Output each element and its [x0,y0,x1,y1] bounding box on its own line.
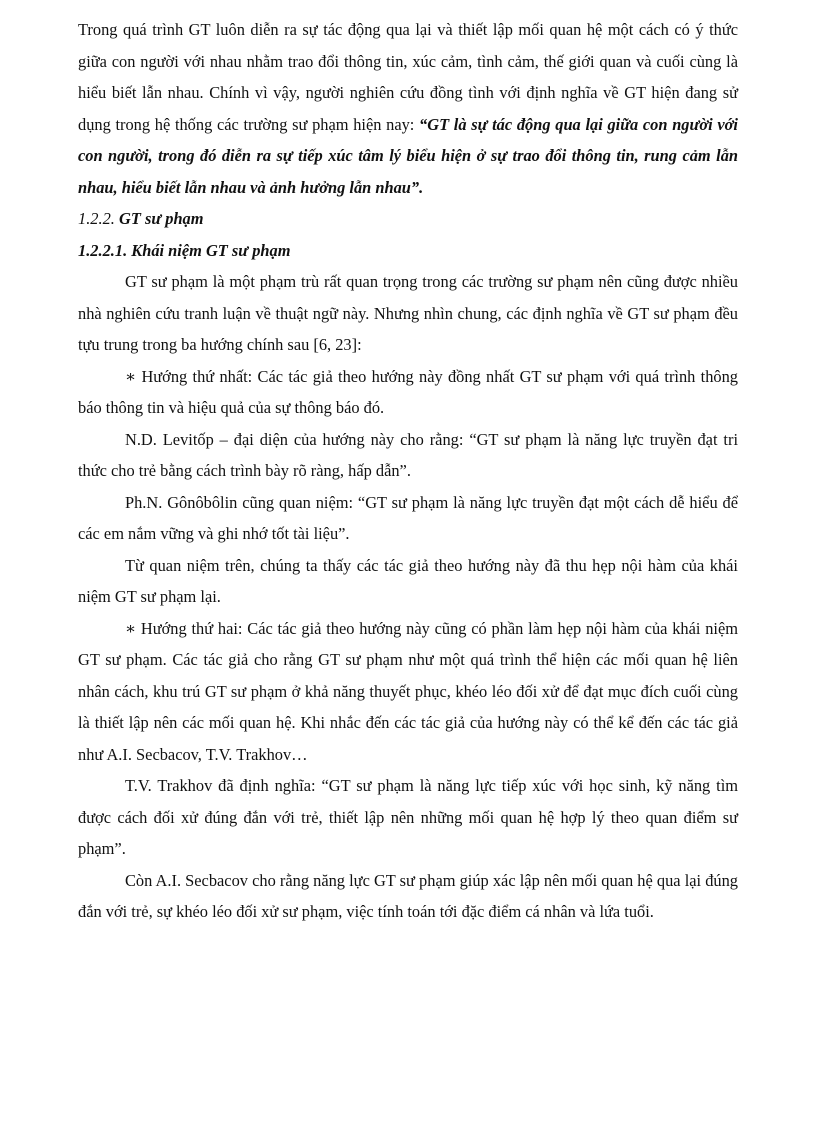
body-paragraph: Từ quan niệm trên, chúng ta thấy các tác giả theo hướng này đã thu hẹp nội hàm của khái niệm GT sư phạm lại. [78,555,738,606]
body-paragraph: ∗ Hướng thứ nhất: Các tác giả theo hướng này đồng nhất GT sư phạm với quá trình thông báo thông tin và hiệu quả của sự thông báo đó. [78,366,738,417]
body-paragraph: T.V. Trakhov đã định nghĩa: “GT sư phạm là năng lực tiếp xúc với học sinh, kỹ năng tìm được cách đối xử đúng đắn với trẻ, thiết lập nên những mối quan hệ hợp lý theo quan điểm sư phạm”. [78,776,738,858]
section-number: 1.2.2. [78,209,115,228]
body-paragraph: Ph.N. Gônôbôlin cũng quan niệm: “GT sư phạm là năng lực truyền đạt một cách dễ hiểu để các em nắm vững và ghi nhớ tốt tài liệu”. [78,492,738,543]
subsection-heading: 1.2.2.1. Khái niệm GT sư phạm [78,240,291,260]
intro-paragraph [78,14,738,203]
section-title: GT sư phạm [119,209,204,228]
body-paragraph: ∗ Hướng thứ hai: Các tác giả theo hướng này cũng có phần làm hẹp nội hàm của khái niệm GT sư phạm. Các tác giả cho rằng GT sư phạm như một quá trình thể hiện các mối quan hệ liên nhân cách, khu trú GT sư phạm ở khả năng thuyết phục, khéo léo đối xử để đạt mục đích cuối cùng là thiết lập nên các mối quan hệ. Khi nhắc đến các tác giả của hướng này có thể kể đến các tác giả như A.I. Secbacov, T.V. Trakhov… [78,618,738,764]
section-heading [78,203,738,235]
intro-text: Trong quá trình GT luôn diễn ra sự tác động qua lại và thiết lập mối quan hệ một cách có ý thức giữa con người với nhau nhằm trao đổi thông tin, xúc cảm, tình cảm, thế giới quan và cuối cùng là hiểu biết lẫn nhau. Chính vì vậy, người nghiên cứu đồng tình với định nghĩa về GT hiện đang sử dụng trong hệ thống các trường sư phạm hiện nay: [78,20,738,134]
body-paragraph: GT sư phạm là một phạm trù rất quan trọng trong các trường sư phạm nên cũng được nhiều nhà nghiên cứu tranh luận về thuật ngữ này. Nhưng nhìn chung, các định nghĩa về GT sư phạm đều tựu trung trong ba hướng chính sau [6, 23]: [78,272,738,354]
body-paragraph: Còn A.I. Secbacov cho rằng năng lực GT sư phạm giúp xác lập nên mối quan hệ qua lại đúng đắn với trẻ, sự khéo léo đối xử sư phạm, việc tính toán tới đặc điểm cá nhân và lứa tuổi. [78,870,738,921]
gt-definition: “GT là sự tác động qua lại giữa con người với con người, trong đó diễn ra sự tiếp xúc tâm lý biểu hiện ở sự trao đổi thông tin, rung cảm lẫn nhau, hiểu biết lẫn nhau và ảnh hưởng lẫn nhau”. [78,114,738,197]
document-page [78,14,738,928]
body-paragraph: N.D. Levitốp – đại diện của hướng này cho rằng: “GT sư phạm là năng lực truyền đạt tri thức cho trẻ bằng cách trình bày rõ ràng, hấp dẫn”. [78,429,738,480]
